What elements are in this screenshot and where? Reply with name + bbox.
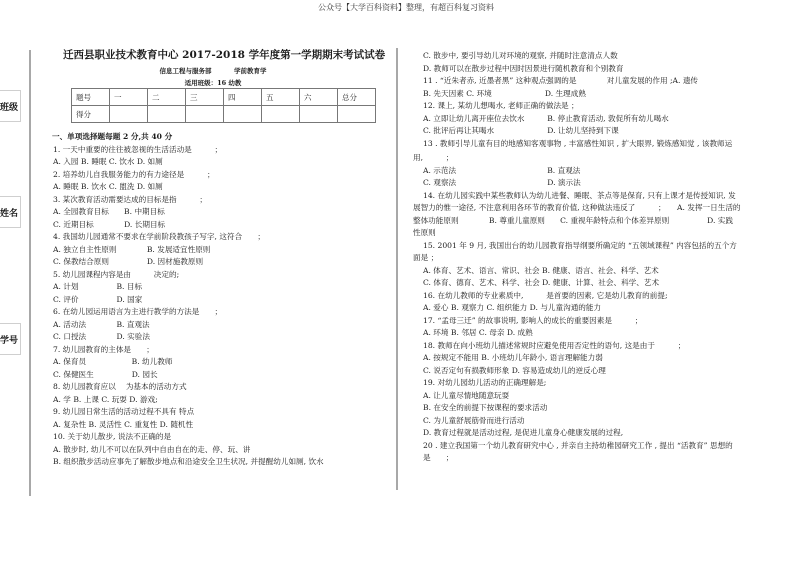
margin-label-class: 班级 <box>0 90 21 122</box>
score-cell: 总分 <box>338 89 376 106</box>
question-line: A. 散步时, 幼儿不可以在队列中自由自在的走、停、玩、讲 <box>53 444 251 454</box>
question-line: C. 为儿童舒展筋骨而进行活动 <box>423 415 525 425</box>
question-line: 9. 幼儿园日常生活的活动过程不具有 特点 <box>53 407 195 416</box>
question-line: A. 全园教育目标 B. 中期目标 <box>53 207 165 216</box>
question-line: 7. 幼儿园教育的主体是 ； <box>53 344 154 354</box>
score-cell: 五 <box>262 89 300 106</box>
question-line: A. 独立自主性原则 B. 发展适宜性原则 <box>53 244 211 254</box>
question-line: C. 体育、德育、艺术、科学、社会 D. 健康、计算、社会、科学、艺术 <box>423 278 660 287</box>
question-line: A. 让儿童尽情地随意玩耍 <box>423 390 510 400</box>
question-line: D. 教师可以在散步过程中因时因景进行随机教育和个别教育 <box>423 63 624 73</box>
score-input-cell <box>338 106 376 123</box>
question-line: 20 . 建立我国第一个幼儿教育研究中心 , 并亲自主持幼稚园研究工作 , 提出 “活教育” 思想的 <box>423 440 733 450</box>
score-header-row <box>72 89 376 106</box>
score-cell: 一 <box>110 89 148 106</box>
question-line: 整体功能原则 B. 尊重儿童原则 C. 重视年龄特点和个体差异原则 D. 实践 <box>413 215 733 225</box>
question-line: C. 说否定句有损教师形象 D. 容易造成幼儿的逆反心理 <box>423 365 606 375</box>
question-line: A. 入园 B. 睡眠 C. 饮水 D. 如厕 <box>53 157 163 166</box>
question-line: 展智力的惟一途径, 不注意利用各环节的教育价值, 这种做法违反了 ； A. 发挥一日生活的 <box>413 203 741 212</box>
question-line: 10. 关于幼儿散步, 说法不正确的是 <box>53 432 172 441</box>
question-line: C. 散步中, 要引导幼儿对环境的观察, 并随时注意清点人数 <box>423 51 618 60</box>
score-input-cell <box>110 106 148 123</box>
class-label: 适用班级：16 幼教 <box>184 79 242 87</box>
section-title: 一、单项选择题每题 2 分,共 40 分 <box>52 132 173 141</box>
score-input-cell <box>300 106 338 123</box>
score-value-row <box>72 106 376 123</box>
score-cell: 题号 <box>72 89 110 106</box>
department: 信息工程与服务部 <box>159 67 212 75</box>
question-line: 8. 幼儿园教育应以 为基本的活动方式 <box>53 382 187 391</box>
major: 学前教育学 <box>234 67 267 75</box>
question-line: C. 近期目标 D. 长期目标 <box>53 219 166 229</box>
question-line: D. 教育过程就是活动过程, 是促进儿童身心健康发展的过程, <box>423 428 624 437</box>
question-line: 15. 2001 年 9 月, 我国出台的幼儿园教育指导纲要所确定的 “五领域课程” 内容包括的五个方 <box>423 240 737 250</box>
question-line: 1. 一天中重要的往往被忽视的生活活动是 ； <box>53 144 223 154</box>
right-column <box>413 50 783 465</box>
question-line: 12. 课上, 某幼儿想喝水, 老师正确的做法是 ； <box>423 101 579 110</box>
score-input-cell <box>148 106 186 123</box>
question-line: C. 批评后再让其喝水 D. 让幼儿坚持到下课 <box>423 126 619 135</box>
score-input-cell <box>186 106 224 123</box>
score-input-cell <box>262 106 300 123</box>
question-line: B. 组织散步活动应事先了解散步地点和沿途安全卫生状况, 并提醒幼儿如厕, 饮水 <box>53 457 324 466</box>
left-column <box>53 131 388 469</box>
question-line: 13 . 教师引导儿童有目的地感知客观事物 , 丰富感性知识 , 扩大眼界, 锻炼感知觉 , 该教师运 <box>423 138 733 148</box>
exam-title: 迁西县职业技术教育中心 2017-2018 学年度第一学期期末考试试卷 <box>63 49 386 61</box>
question-line: C. 口授法 D. 实验法 <box>53 332 150 341</box>
margin-label-number: 学号 <box>0 323 21 355</box>
question-line: 18. 教师在向小班幼儿描述常规时应避免使用否定性的语句, 这是由于 ； <box>423 340 686 350</box>
question-line: A. 保育员 B. 幼儿教师 <box>53 357 173 366</box>
score-cell: 得分 <box>72 106 110 123</box>
question-line: 2. 培养幼儿自我服务能力的有力途径是 ； <box>53 169 215 179</box>
score-cell: 四 <box>224 89 262 106</box>
binding-line-left <box>29 50 31 496</box>
question-line: 是 ； <box>423 453 454 462</box>
question-line: C. 评价 D. 国家 <box>53 294 143 304</box>
question-line: 11 . “近朱者赤, 近墨者黑” 这种观点强调的是 对儿童发展的作用 ;A. 遗传 <box>423 76 699 85</box>
exam-subtitle <box>63 66 363 75</box>
question-line: C. 保教结合原则 D. 因材施教原则 <box>53 257 204 266</box>
score-table <box>71 88 376 123</box>
question-line: 16. 在幼儿教师的专业素质中, 是首要的因素, 它是幼儿教育的前提; <box>423 290 668 300</box>
question-line: 5. 幼儿园课程内容是由 决定的; <box>53 269 180 279</box>
question-line: 4. 我国幼儿园通常不要求在学前阶段教孩子写字, 这符合 ； <box>53 232 265 241</box>
question-line: 19. 对幼儿园幼儿活动的正确理解是; <box>423 378 547 387</box>
score-cell: 二 <box>148 89 186 106</box>
question-line: A. 立即让幼儿离开座位去饮水 B. 停止教育活动, 敦促所有幼儿喝水 <box>423 113 669 123</box>
question-line: 用, ； <box>413 153 454 162</box>
question-line: A. 活动法 B. 直观法 <box>53 319 150 329</box>
question-line: 17. “孟母三迁” 的故事说明, 影响人的成长的重要因素是 ； <box>423 315 643 325</box>
question-line: 面是 ； <box>413 253 439 262</box>
question-line: A. 环境 B. 邻居 C. 母亲 D. 成熟 <box>423 328 533 337</box>
question-line: 6. 在幼儿园运用语言为主进行教学的方法是 ； <box>53 307 223 316</box>
margin-label-name: 姓名 <box>0 196 21 228</box>
watermark-text: 公众号【大学百科资料】整理，有超百科复习资料 <box>318 3 494 12</box>
question-line: C. 保健医生 D. 园长 <box>53 369 158 379</box>
question-line: A. 学 B. 上课 C. 玩耍 D. 游戏; <box>53 394 158 404</box>
question-line: C. 观察法 D. 演示法 <box>423 178 581 187</box>
question-line: A. 睡眠 B. 饮水 C. 盥洗 D. 如厕 <box>53 182 163 191</box>
question-line: A. 按规定不能用 B. 小班幼儿年龄小, 语言理解能力弱 <box>423 353 603 362</box>
score-input-cell <box>224 106 262 123</box>
question-line: 性原则 <box>413 228 436 237</box>
question-line: A. 体育、艺术、语言、常识、社会 B. 健康、语言、社会、科学、艺术 <box>423 265 659 275</box>
question-line: A. 示范法 B. 直观法 <box>423 165 581 175</box>
question-line: B. 在安全的前提下按课程的要求活动 <box>423 403 548 412</box>
question-line: A. 计划 B. 目标 <box>53 282 143 291</box>
score-cell: 三 <box>186 89 224 106</box>
question-line: A. 复杂性 B. 灵活性 C. 重复性 D. 随机性 <box>53 419 194 429</box>
question-line: B. 先天因素 C. 环境 D. 生理成熟 <box>423 88 586 98</box>
question-line: 14. 在幼儿园实践中某些教师认为幼儿进餐、睡眠、茶点等是保育, 只有上课才是传授知识, 发 <box>423 190 736 200</box>
column-divider <box>396 48 398 490</box>
score-cell: 六 <box>300 89 338 106</box>
question-line: A. 爱心 B. 观察力 C. 组织能力 D. 与儿童沟通的能力 <box>423 303 602 312</box>
question-line: 3. 某次教育活动需要达成的目标是指 ； <box>53 194 207 204</box>
